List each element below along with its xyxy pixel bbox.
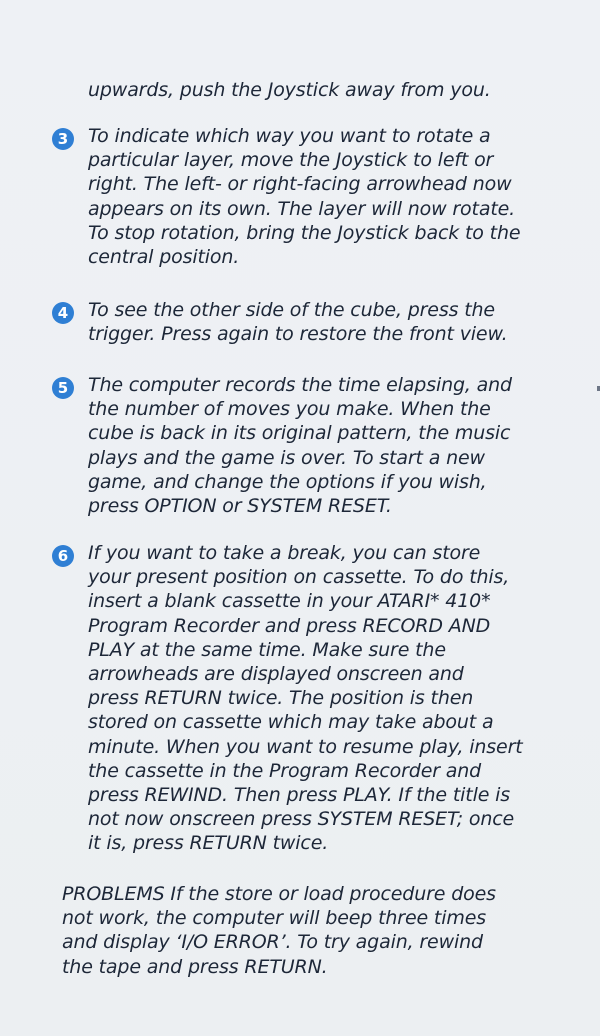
problems-line: PROBLEMS If the store or load procedure does bbox=[62, 883, 496, 905]
step-6-line: the cassette in the Program Recorder and bbox=[88, 759, 482, 782]
step-6-line: Program Recorder and press RECORD AND bbox=[88, 614, 491, 637]
problems-paragraph bbox=[62, 882, 496, 979]
problems-line: and display ‘I/O ERROR’. To try again, rewind bbox=[62, 931, 483, 954]
step-3-line: appears on its own. The layer will now rotate. bbox=[88, 197, 516, 220]
step-3-line: particular layer, move the Joystick to left or bbox=[88, 149, 494, 172]
step-5-paragraph bbox=[88, 373, 512, 518]
step-5-line: the number of moves you make. When the bbox=[88, 398, 491, 421]
step-4-line: To see the other side of the cube, press the bbox=[88, 299, 495, 321]
step-3-line: right. The left- or right-facing arrowhead now bbox=[88, 173, 512, 196]
step-3-line: central position. bbox=[88, 246, 240, 269]
step-3-number-icon: 3 bbox=[52, 128, 74, 150]
step-5-line: press OPTION or SYSTEM RESET. bbox=[88, 495, 392, 518]
step-6-number-icon: 6 bbox=[52, 545, 74, 567]
step-4-number-icon: 4 bbox=[52, 302, 74, 324]
step-6-paragraph bbox=[88, 541, 523, 856]
step-5-line: game, and change the options if you wish, bbox=[88, 470, 487, 493]
step-6-line: arrowheads are displayed onscreen and bbox=[88, 663, 464, 686]
intro-line: upwards, push the Joystick away from you. bbox=[88, 79, 491, 101]
step-5-line: cube is back in its original pattern, the music bbox=[88, 422, 511, 445]
step-4-line: trigger. Press again to restore the front view. bbox=[88, 323, 508, 346]
problems-line: not work, the computer will beep three times bbox=[62, 907, 487, 930]
step-6-line: your present position on cassette. To do this, bbox=[88, 566, 510, 589]
step-6-line: not now onscreen press SYSTEM RESET; once bbox=[88, 808, 515, 831]
step-5-number-icon: 5 bbox=[52, 377, 74, 399]
step-6-line: it is, press RETURN twice. bbox=[88, 832, 329, 855]
step-6-line: press RETURN twice. The position is then bbox=[88, 687, 474, 710]
step-3-line: To indicate which way you want to rotate a bbox=[88, 125, 491, 147]
step-6-line: press REWIND. Then press PLAY. If the title is bbox=[88, 784, 511, 807]
step-6-line: stored on cassette which may take about a bbox=[88, 711, 494, 734]
step-6-line: minute. When you want to resume play, insert bbox=[88, 735, 523, 758]
step-3-paragraph bbox=[88, 124, 520, 269]
step-5-line: plays and the game is over. To start a new bbox=[88, 446, 485, 469]
step-6-line: PLAY at the same time. Make sure the bbox=[88, 638, 446, 661]
step-6-line: If you want to take a break, you can store bbox=[88, 542, 481, 564]
problems-line: the tape and press RETURN. bbox=[62, 955, 328, 978]
step-4-paragraph bbox=[88, 298, 508, 346]
step-5-line: The computer records the time elapsing, and bbox=[88, 374, 512, 396]
step-6-line: insert a blank cassette in your ATARI* 410* bbox=[88, 590, 491, 613]
intro-paragraph bbox=[88, 78, 491, 102]
step-3-line: To stop rotation, bring the Joystick back to the bbox=[88, 221, 521, 244]
